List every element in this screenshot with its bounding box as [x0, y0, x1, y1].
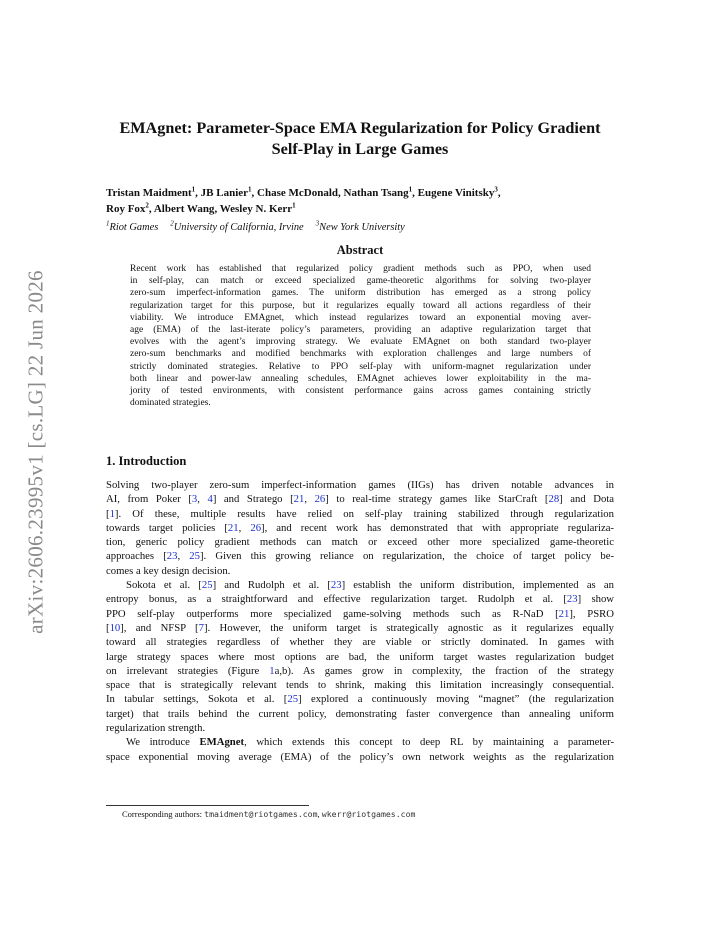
- email-link[interactable]: tmaidment@riotgames.com: [204, 809, 318, 819]
- email-link[interactable]: wkerr@riotgames.com: [321, 809, 416, 819]
- affiliation-name: Riot Games: [109, 222, 159, 233]
- footnote-label: Corresponding authors:: [122, 809, 203, 819]
- emphasis-text: EMAgnet: [199, 736, 245, 749]
- introduction-body: [106, 478, 614, 764]
- abstract-line: zero-sum benchmarks and modified benchmarks with exploration challenges and large numbers of: [130, 349, 591, 360]
- author-name: Nathan Tsang: [343, 187, 409, 199]
- body-line: [106, 535, 614, 549]
- text-segment: ] and Stratego [: [212, 493, 294, 506]
- citation-link[interactable]: 23: [166, 550, 178, 563]
- abstract-body: [130, 263, 591, 409]
- text-segment: ], PSRO: [569, 607, 614, 620]
- citation-link[interactable]: 21: [227, 521, 239, 534]
- text-segment: toward all strategies regardless of whether they are viable or strictly dominated. In games with: [106, 636, 614, 649]
- text-segment: space that is strategically relevant tends to shrink, making this limitation increasingly consequential.: [106, 679, 614, 692]
- text-segment: comes a key design decision.: [106, 564, 231, 577]
- body-line: [106, 521, 614, 535]
- abstract-line: regularization target for this purpose, but it regularizes equally toward all actions regardless of their: [130, 300, 591, 311]
- body-line: [106, 707, 614, 721]
- text-segment: ], and recent work has demonstrated that with appropriate regulariza-: [261, 521, 614, 534]
- citation-link[interactable]: 10: [109, 621, 121, 634]
- text-segment: ,: [238, 521, 251, 534]
- author-name: Chase McDonald: [257, 187, 339, 199]
- text-segment: , which extends this concept to deep RL by maintaining a parameter-: [244, 736, 614, 749]
- author-name: Wesley N. Kerr: [219, 203, 293, 215]
- text-segment: towards target policies [: [106, 521, 228, 534]
- text-segment: ] establish the uniform distribution, implemented as an: [341, 579, 614, 592]
- author-line: Tristan Maidment$^1$, JB Lanier$^1$, Chase McDonald, Nathan Tsang$^1$, Eugene Vinitsky$^3$,: [106, 185, 501, 199]
- citation-link[interactable]: 3: [191, 493, 198, 506]
- affiliation-name: University of California, Irvine: [173, 222, 304, 233]
- body-line: [106, 721, 614, 735]
- text-segment: on irrelevant strategies (Figure: [106, 664, 270, 677]
- text-segment: ] to real-time strategy games like StarCraft [: [325, 493, 549, 506]
- text-segment: target) that trails behind the current policy, demonstrating faster convergence than annealing uniform: [106, 707, 614, 720]
- text-segment: ,: [177, 550, 190, 563]
- citation-link[interactable]: 21: [293, 493, 305, 506]
- abstract-line: age (EMA) of the last-iterate policy’s parameters, providing an adaptive regularization target that: [130, 324, 591, 335]
- arxiv-identifier: arXiv:2606.23995v1 [cs.LG] 22 Jun 2026: [23, 270, 48, 634]
- citation-link[interactable]: 25: [201, 579, 213, 592]
- text-segment: ] and Rudolph et al. [: [212, 579, 331, 592]
- author-affiliation-mark: 2: [145, 201, 149, 210]
- text-segment: ] explored a continuously moving “magnet” (the regularization: [298, 693, 615, 706]
- arxiv-stamp: [14, 262, 58, 642]
- body-line: [106, 592, 614, 606]
- title-line: Self-Play in Large Games: [271, 140, 449, 158]
- affiliation-name: New York University: [319, 222, 405, 233]
- author-name: JB Lanier: [200, 187, 249, 199]
- text-segment: PPO self-play outperforms more specialized game-solving methods such as R-NaD [: [106, 607, 559, 620]
- text-segment: [: [106, 621, 110, 634]
- abstract-line: Recent work has established that regularized policy gradient methods such as PPO, when used: [130, 264, 591, 274]
- citation-link[interactable]: 25: [287, 693, 299, 706]
- text-segment: Solving two-player zero-sum imperfect-information games (IIGs) has driven notable advances in: [106, 479, 614, 491]
- citation-link[interactable]: 21: [558, 607, 570, 620]
- abstract-line: dominated strategies.: [130, 398, 211, 409]
- author-affiliation-mark: 1: [191, 185, 196, 194]
- text-segment: tion, generic policy gradient methods can match or exceed other more specialized game-theoretic: [106, 536, 614, 549]
- abstract-line: viability. We introduce EMAgnet, which instead regularizes toward an exponential moving aver-: [130, 312, 591, 323]
- title-line: EMAgnet: Parameter-Space EMA Regularization for Policy Gradient: [119, 119, 601, 137]
- body-line: [106, 492, 614, 506]
- abstract-heading: Abstract: [336, 243, 384, 257]
- citation-link[interactable]: 26: [314, 493, 326, 506]
- abstract-line: both linear and power-law annealing schedules, EMAgnet achieves lower exploitability in the ma-: [130, 373, 591, 384]
- body-line: [106, 564, 614, 578]
- text-segment: [: [106, 507, 110, 520]
- body-line: [106, 692, 614, 706]
- text-segment: ]. However, the uniform target is strategically agnostic as it regularizes equally: [203, 621, 615, 634]
- body-line: [106, 507, 614, 521]
- text-segment: a,b). As games grow in complexity, the fraction of the strategy: [274, 664, 614, 677]
- author-name: Albert Wang: [153, 203, 215, 215]
- author-list: [106, 185, 616, 217]
- section-heading: 1. Introduction: [106, 454, 187, 468]
- text-segment: approaches [: [106, 550, 167, 563]
- text-segment: ,: [197, 493, 208, 506]
- text-segment: We introduce: [126, 736, 200, 749]
- text-segment: ]. Of these, multiple results have relied on self-play training stabilized through regularization: [114, 507, 614, 520]
- text-segment: ], and NFSP [: [120, 621, 199, 634]
- text-segment: ] show: [577, 593, 615, 606]
- text-segment: ] and Dota: [559, 493, 615, 506]
- text-segment: large strategy spaces where most options are bad, the uniform target wastes regularization budget: [106, 650, 614, 663]
- text-segment: regularization strength.: [106, 722, 206, 735]
- citation-link[interactable]: 23: [330, 579, 342, 592]
- author-affiliation-mark: 1: [292, 201, 296, 210]
- citation-link[interactable]: 25: [189, 550, 200, 563]
- body-line: [106, 621, 614, 635]
- body-line: [106, 664, 614, 678]
- citation-link[interactable]: 1: [109, 507, 115, 520]
- abstract-line: strictly dominated strategies. Relative to PPO self-play with uniform-magnet regularization under: [130, 361, 591, 372]
- body-line: [106, 678, 614, 692]
- footnote: Corresponding authors: tmaidment@riotgames.com, wkerr@riotgames.com: [122, 809, 416, 819]
- citation-link[interactable]: 26: [250, 521, 262, 534]
- body-line: [106, 750, 614, 764]
- abstract-line: jority of tested environments, with consistent performance gains across games containing strictly: [130, 385, 591, 396]
- body-line: [106, 478, 614, 492]
- author-name: Roy Fox: [106, 203, 146, 215]
- affiliations: $^1$Riot Games $^2$University of California, Irvine $^3$New York University: [106, 219, 405, 233]
- text-segment: AI, from Poker [: [106, 493, 192, 506]
- citation-link[interactable]: 28: [548, 493, 560, 506]
- paper-title: [100, 118, 620, 160]
- citation-link[interactable]: 4: [207, 493, 213, 506]
- footnote-divider: [106, 805, 309, 806]
- body-line: [106, 578, 614, 592]
- text-segment: ,: [304, 493, 315, 506]
- author-name: Eugene Vinitsky: [417, 187, 495, 199]
- author-affiliation-mark: 1: [248, 185, 252, 194]
- text-segment: Sokota et al. [: [126, 579, 202, 592]
- text-segment: space exponential moving average (EMA) of the policy’s own network weights as the regularization: [106, 750, 614, 763]
- text-segment: In tabular settings, Sokota et al. [: [106, 693, 288, 706]
- citation-link[interactable]: 1: [269, 664, 275, 677]
- abstract-line: in self-play, can match or exceed specialized game-theoretic algorithms for solving two-player: [130, 276, 591, 287]
- citation-link[interactable]: 7: [198, 621, 204, 634]
- abstract-line: evolves with the agent’s improving strategy. We evaluate EMAgnet on both standard two-player: [130, 337, 591, 348]
- text-segment: ]. Given this growing reliance on regularization, the choice of target policy be-: [199, 550, 615, 563]
- citation-link[interactable]: 23: [566, 593, 578, 606]
- abstract-line: zero-sum imperfect-information games. The uniform distribution has emerged as a strong policy: [130, 288, 591, 299]
- author-name: Tristan Maidment: [106, 187, 192, 199]
- body-line: [106, 607, 614, 621]
- author-line: Roy Fox$^2$, Albert Wang, Wesley N. Kerr$^1$: [106, 201, 296, 215]
- body-line: [106, 549, 614, 563]
- author-affiliation-mark: 3: [494, 185, 498, 194]
- body-line: [106, 635, 614, 649]
- body-line: [106, 735, 614, 749]
- author-affiliation-mark: 1: [408, 185, 413, 194]
- text-segment: entropy bonus, as a straightforward and effective regularization target. Rudolph et al. [: [106, 593, 567, 606]
- body-line: [106, 650, 614, 664]
